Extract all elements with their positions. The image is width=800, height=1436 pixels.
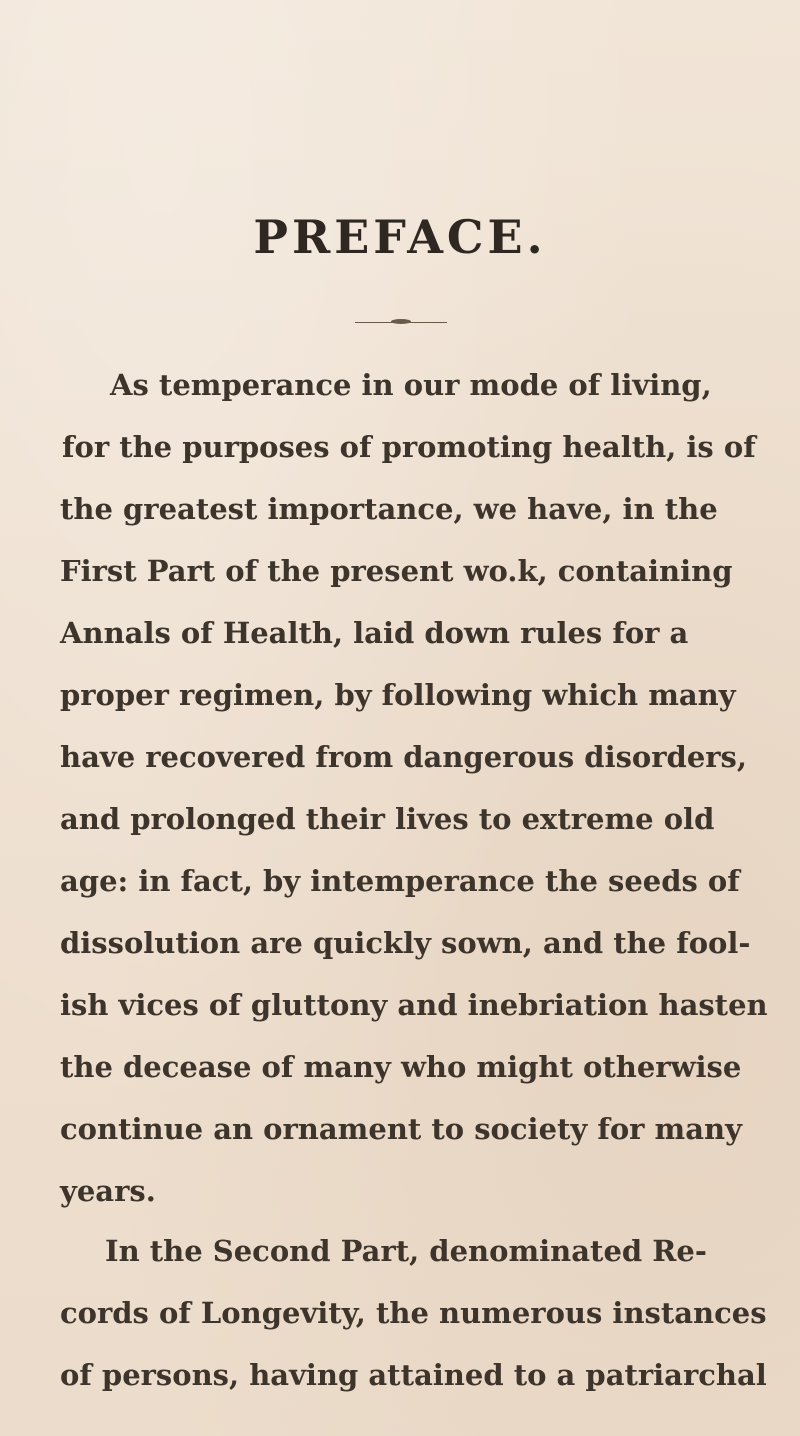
text-line: the greatest importance, we have, in the <box>60 492 718 526</box>
text-line: proper regimen, by following which many <box>60 678 736 712</box>
text-line: First Part of the present wo.k, containing <box>60 554 733 588</box>
text-line: have recovered from dangerous disorders, <box>60 740 747 774</box>
text-line: and prolonged their lives to extreme old <box>60 802 715 836</box>
text-line: age: in fact, by intemperance the seeds of <box>60 864 740 898</box>
text-line: of persons, having attained to a patriarchal <box>60 1358 767 1392</box>
ornamental-rule <box>355 322 447 323</box>
text-line: In the Second Part, denominated Re- <box>105 1234 707 1268</box>
text-line: for the purposes of promoting health, is of <box>62 430 756 464</box>
text-line: As temperance in our mode of living, <box>110 368 712 402</box>
text-line: ish vices of gluttony and inebriation hasten <box>60 988 768 1022</box>
text-line: cords of Longevity, the numerous instances <box>60 1296 767 1330</box>
text-line: continue an ornament to society for many <box>60 1112 742 1146</box>
text-line: Annals of Health, laid down rules for a <box>60 616 689 650</box>
page-title: PREFACE. <box>253 210 547 264</box>
text-line: years. <box>60 1174 156 1208</box>
text-line: the decease of many who might otherwise <box>60 1050 742 1084</box>
text-line: dissolution are quickly sown, and the fool- <box>60 926 751 960</box>
